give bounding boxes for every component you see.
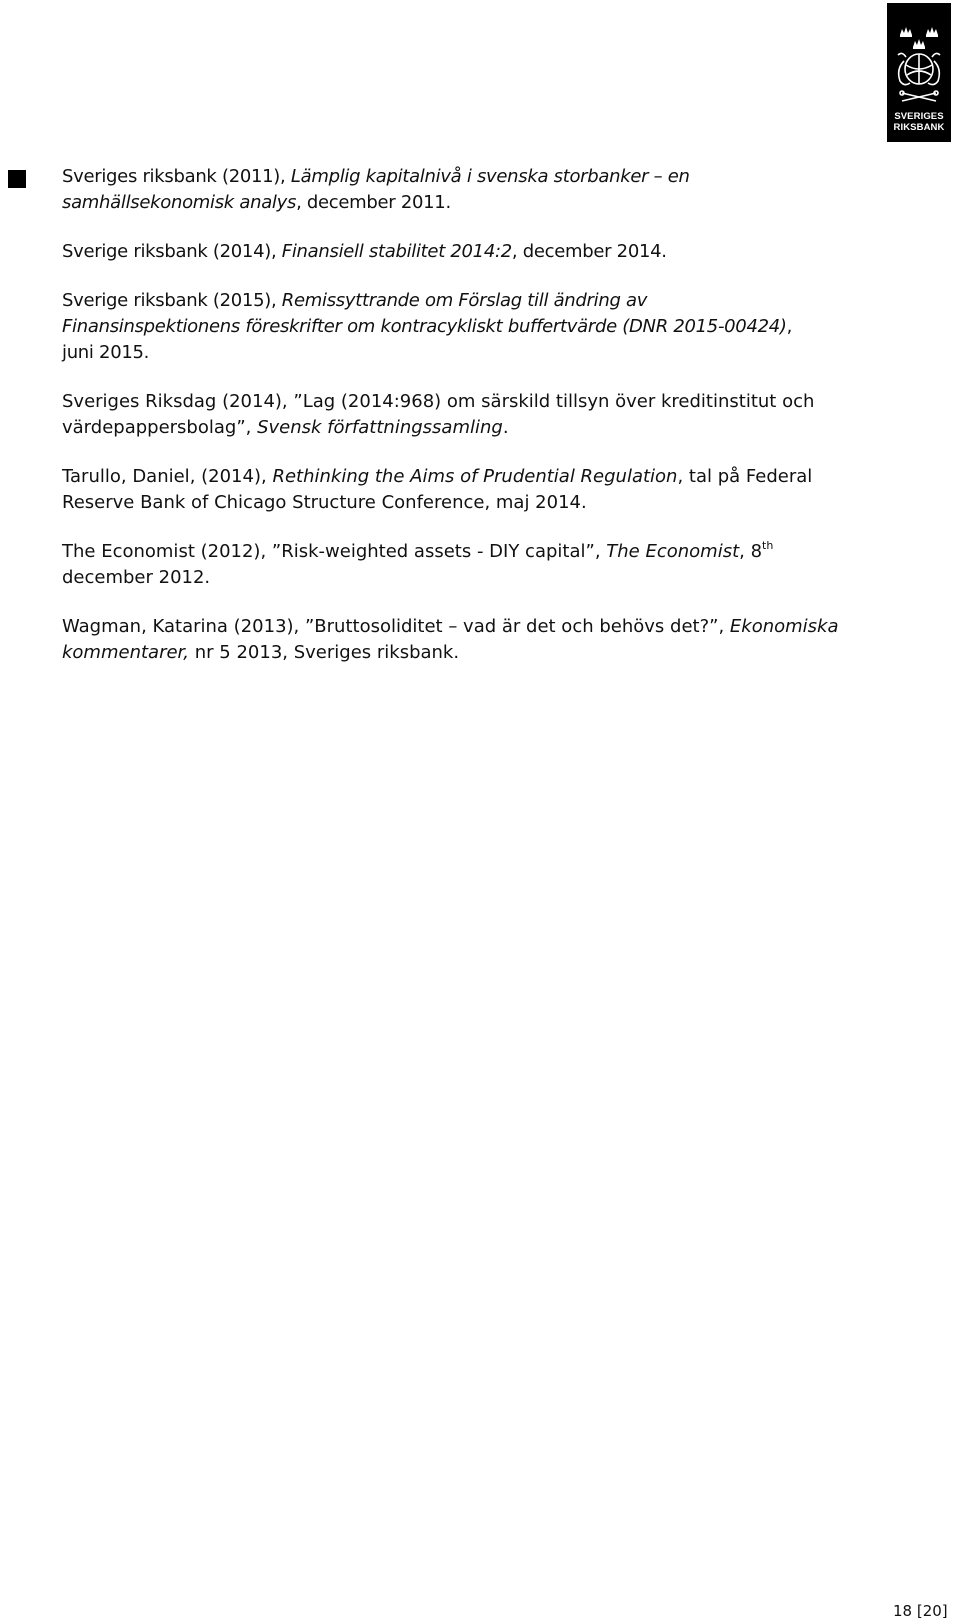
reference-text: juni 2015. (62, 342, 150, 363)
reference-title: Finansinspektionens föreskrifter om kontracykliskt buffertvärde (DNR 2015-00424) (62, 316, 787, 337)
logo-text-line-2: RIKSBANK (893, 122, 945, 133)
reference-text: nr 5 2013, Sveriges riksbank. (189, 642, 460, 663)
reference-text: värdepappersbolag”, (62, 417, 258, 438)
reference-text: Sverige riksbank (2015), (62, 290, 282, 311)
reference-text: december 2012. (62, 567, 211, 588)
reference-title: Finansiell stabilitet 2014:2 (281, 241, 512, 262)
reference-title: Remissyttrande om Förslag till ändring av (281, 290, 648, 311)
reference-item (62, 539, 922, 591)
reference-title: Svensk författningssamling (257, 417, 503, 438)
reference-item (62, 164, 922, 216)
reference-text: Tarullo, Daniel, (2014), (62, 466, 273, 487)
reference-title: Ekonomiska (729, 616, 839, 637)
reference-title: Rethinking the Aims of Prudential Regulation (272, 466, 678, 487)
reference-text: The Economist (2012), ”Risk-weighted assets - DIY capital”, (62, 541, 607, 562)
reference-item (62, 239, 922, 265)
reference-title: The Economist (606, 541, 740, 562)
reference-list (62, 164, 922, 689)
reference-text: , (786, 316, 793, 337)
reference-text: Wagman, Katarina (2013), ”Bruttosoliditet – vad är det och behövs det?”, (62, 616, 730, 637)
ordinal-suffix: th (762, 539, 774, 552)
reference-text: Sverige riksbank (2014), (62, 241, 282, 262)
reference-text: , december 2011. (296, 192, 451, 213)
reference-title: Lämplig kapitalnivå i svenska storbanker – en (290, 166, 690, 187)
page-number: 18 [20] (893, 1602, 948, 1620)
reference-text: , tal på Federal (677, 466, 813, 487)
reference-text: Sveriges riksbank (2011), (62, 166, 291, 187)
reference-text: Sveriges Riksdag (2014), ”Lag (2014:968) om särskild tillsyn över kreditinstitut och (62, 391, 815, 412)
reference-item (62, 389, 922, 441)
reference-item (62, 464, 922, 516)
reference-text: Reserve Bank of Chicago Structure Conference, maj 2014. (62, 492, 587, 513)
reference-title: samhällsekonomisk analys (62, 192, 297, 213)
section-marker (8, 170, 26, 188)
riksbank-logo (887, 3, 951, 142)
reference-text: , december 2014. (511, 241, 667, 262)
reference-title: kommentarer, (62, 642, 190, 663)
reference-text: . (502, 417, 509, 438)
reference-item (62, 614, 922, 666)
logo-text-line-1: SVERIGES (894, 111, 944, 122)
reference-item (62, 288, 922, 366)
crown-emblem-icon (892, 21, 946, 107)
reference-text: , 8 (739, 541, 763, 562)
